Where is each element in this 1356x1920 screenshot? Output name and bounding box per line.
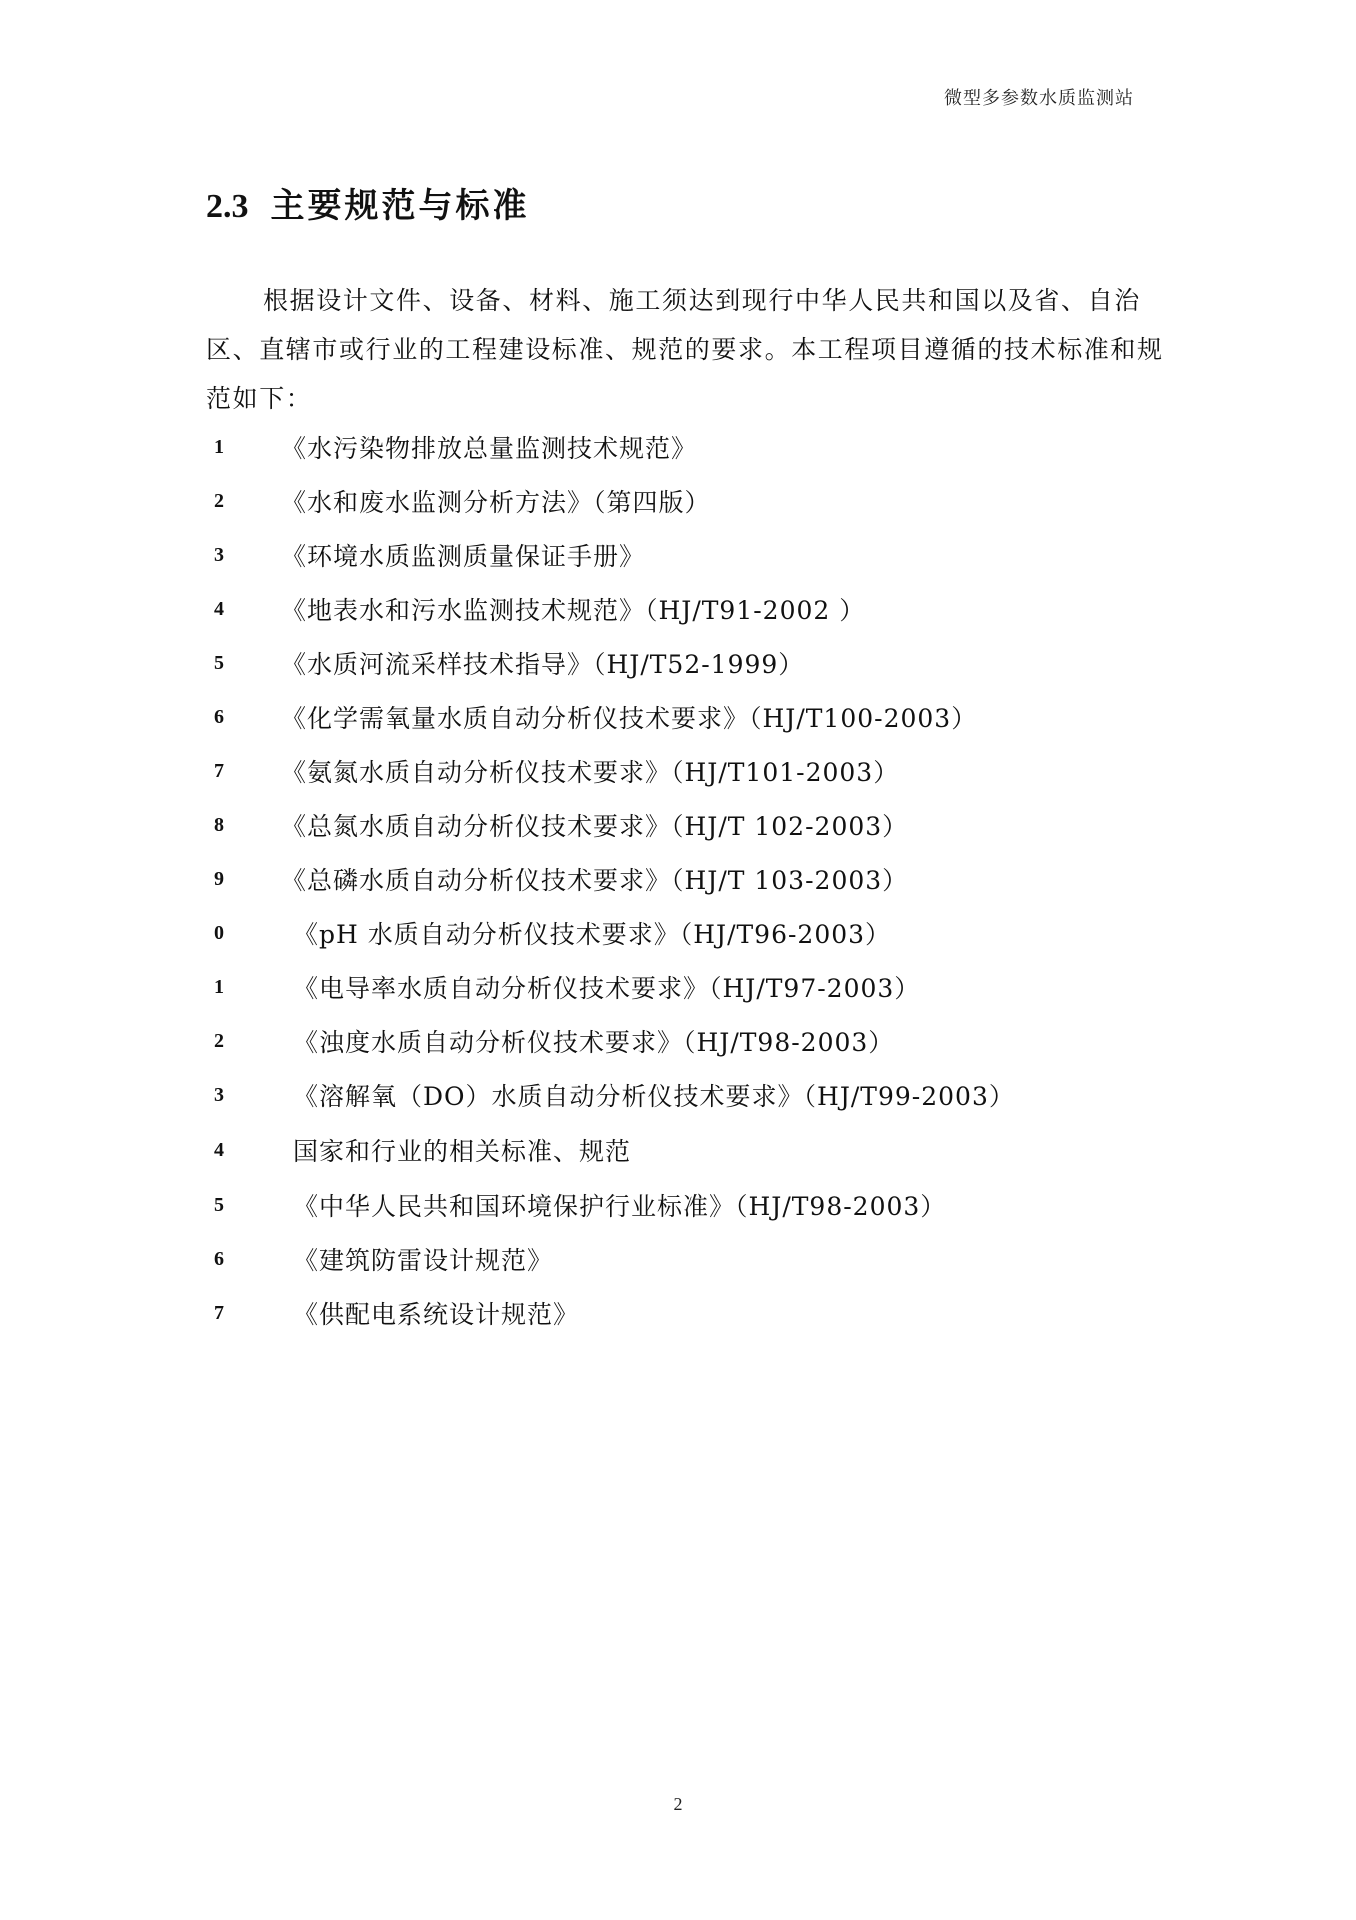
reference-text: 《溶解氧（DO）水质自动分析仪技术要求》（HJ/T99-2003） <box>293 1082 1015 1111</box>
reference-marker: 2 <box>214 1029 225 1052</box>
reference-text: 《浊度水质自动分析仪技术要求》（HJ/T98-2003） <box>293 1028 895 1057</box>
reference-item <box>206 960 1166 1014</box>
section-title: 主要规范与标准 <box>270 186 530 226</box>
reference-text: 国家和行业的相关标准、规范 <box>293 1137 632 1166</box>
reference-text: 《pH 水质自动分析仪技术要求》（HJ/T96-2003） <box>293 920 892 949</box>
reference-marker: 7 <box>214 759 225 782</box>
reference-marker: 1 <box>214 975 225 998</box>
reference-text: 《总氮水质自动分析仪技术要求》（HJ/T 102-2003） <box>281 812 909 841</box>
section-heading <box>206 178 530 227</box>
reference-text: 《化学需氧量水质自动分析仪技术要求》（HJ/T100-2003） <box>281 704 978 733</box>
reference-marker: 3 <box>214 543 225 566</box>
reference-text: 《总磷水质自动分析仪技术要求》（HJ/T 103-2003） <box>281 866 909 895</box>
reference-item <box>206 1232 1166 1286</box>
reference-marker: 1 <box>214 435 225 458</box>
reference-item <box>206 636 1166 690</box>
reference-item <box>206 1122 1166 1178</box>
reference-item <box>206 420 1166 474</box>
reference-marker: 5 <box>214 1193 225 1216</box>
page-number: 2 <box>673 1794 683 1814</box>
reference-item <box>206 798 1166 852</box>
reference-list <box>206 420 1166 1340</box>
reference-item <box>206 744 1166 798</box>
reference-marker: 2 <box>214 489 225 512</box>
reference-marker: 8 <box>214 813 225 836</box>
reference-text: 《地表水和污水监测技术规范》（HJ/T91-2002 ） <box>281 596 866 625</box>
reference-item <box>206 1286 1166 1340</box>
reference-text: 《建筑防雷设计规范》 <box>293 1246 554 1275</box>
reference-item <box>206 690 1166 744</box>
reference-marker: 6 <box>214 705 225 728</box>
reference-marker: 0 <box>214 921 225 944</box>
reference-text: 《水质河流采样技术指导》（HJ/T52-1999） <box>281 650 805 679</box>
reference-text: 《电导率水质自动分析仪技术要求》（HJ/T97-2003） <box>293 974 921 1003</box>
reference-item <box>206 528 1166 582</box>
reference-marker: 5 <box>214 651 225 674</box>
reference-item <box>206 1178 1166 1232</box>
reference-item <box>206 582 1166 636</box>
reference-marker: 4 <box>214 1138 225 1161</box>
reference-item <box>206 474 1166 528</box>
reference-text: 《环境水质监测质量保证手册》 <box>281 542 646 571</box>
reference-item <box>206 1068 1166 1122</box>
reference-item <box>206 906 1166 960</box>
reference-marker: 7 <box>214 1301 225 1324</box>
reference-text: 《水污染物排放总量监测技术规范》 <box>281 434 698 463</box>
section-number: 2.3 <box>206 188 249 225</box>
reference-marker: 4 <box>214 597 225 620</box>
reference-text: 《水和废水监测分析方法》（第四版） <box>281 488 711 517</box>
reference-marker: 6 <box>214 1247 225 1270</box>
reference-text: 《中华人民共和国环境保护行业标准》（HJ/T98-2003） <box>293 1192 947 1221</box>
reference-text: 《氨氮水质自动分析仪技术要求》（HJ/T101-2003） <box>281 758 900 787</box>
intro-paragraph: 根据设计文件、设备、材料、施工须达到现行中华人民共和国以及省、自治区、直辖市或行业的工程建设标准、规范的要求。本工程项目遵循的技术标准和规范如下： <box>206 286 1164 413</box>
reference-item <box>206 852 1166 906</box>
reference-text: 《供配电系统设计规范》 <box>293 1300 580 1329</box>
reference-marker: 9 <box>214 867 225 890</box>
running-header: 微型多参数水质监测站 <box>944 88 1134 109</box>
reference-item <box>206 1014 1166 1068</box>
reference-marker: 3 <box>214 1083 225 1106</box>
